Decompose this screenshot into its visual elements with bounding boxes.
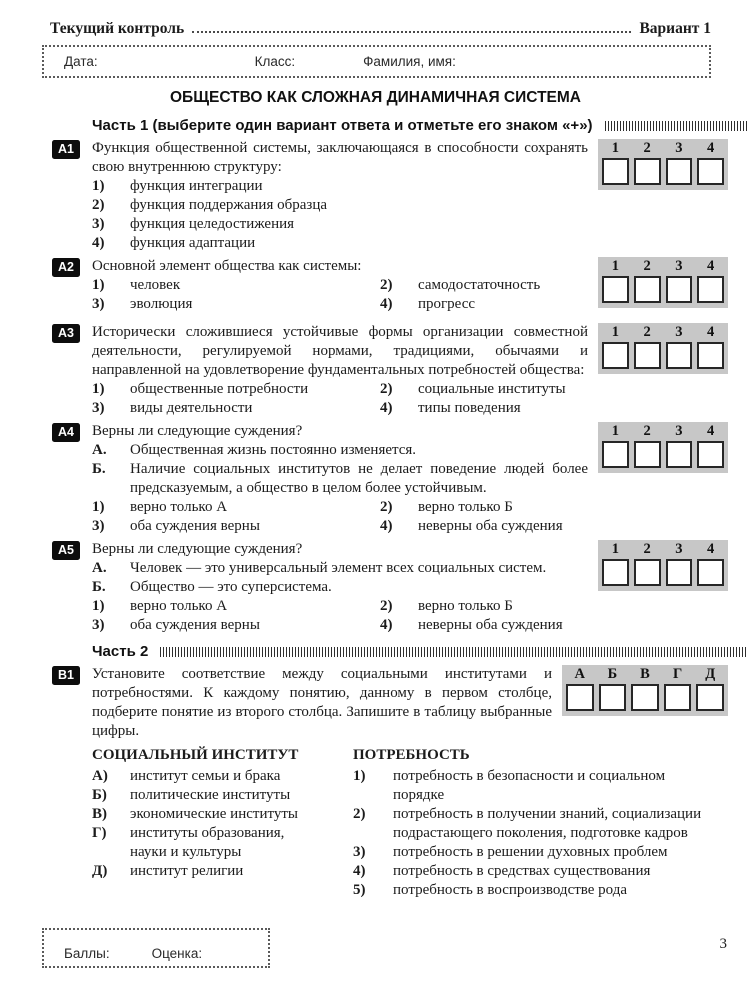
- option: 2) социальные институты: [380, 381, 566, 397]
- question-badge: А5: [52, 541, 80, 560]
- question-a2: [52, 257, 728, 314]
- option: 1) верно только А: [92, 598, 228, 614]
- list-item: Б) политические институты: [92, 787, 291, 803]
- student-info-box[interactable]: [42, 45, 711, 78]
- class-label: Класс:: [254, 54, 296, 69]
- answer-box[interactable]: [602, 276, 629, 303]
- page-title: ОБЩЕСТВО КАК СЛОЖНАЯ ДИНАМИЧНАЯ СИСТЕМА: [170, 89, 581, 106]
- option: 4) неверны оба суждения: [380, 617, 563, 633]
- answer-box[interactable]: [634, 158, 661, 185]
- score-label: Баллы:: [64, 946, 110, 961]
- answer-grid-a5: 1 2 3 4: [598, 540, 728, 591]
- question-a3: [52, 323, 728, 418]
- answer-box[interactable]: [634, 559, 661, 586]
- option: 4) прогресс: [380, 296, 476, 312]
- answer-box[interactable]: [697, 158, 724, 185]
- right-column-header: ПОТРЕБНОСТЬ: [353, 747, 470, 763]
- question-text: Исторически сложившиеся устойчивые формы организации совместной деятельности, регулируемой нормами, традициями, обычаями и направленной на удовлетворение фундаментальных потребностей общества:: [92, 324, 588, 378]
- list-item: В) экономические институты: [92, 806, 298, 822]
- answer-grid-a4: 1 2 3 4: [598, 422, 728, 473]
- answer-box[interactable]: [566, 684, 594, 711]
- question-text: Установите соответствие между социальными институтами и потребностями. К каждому понятию, данному в первом столбце, подберите понятие из второго столбца. Запишите в таблицу выбранные цифры.: [92, 666, 552, 739]
- answer-box[interactable]: [602, 342, 629, 369]
- answer-box[interactable]: [602, 441, 629, 468]
- answer-box[interactable]: [666, 342, 693, 369]
- question-text: Основной элемент общества как системы:: [92, 258, 362, 274]
- option: 4) типы поведения: [380, 400, 521, 416]
- question-text: Функция общественной системы, заключающаяся в способности сохранять свою внутреннюю структуру:: [92, 140, 588, 175]
- answer-box[interactable]: [664, 684, 692, 711]
- left-column-header: СОЦИАЛЬНЫЙ ИНСТИТУТ: [92, 747, 299, 763]
- option: 1) человек: [92, 277, 181, 293]
- part2-heading: Часть 2: [92, 643, 748, 660]
- list-item: 2) потребность в получении знаний, социализации подрастающего поколения, подготовке кадров: [353, 806, 702, 841]
- option: 3) функция целедостижения: [92, 216, 295, 232]
- question-a5: [52, 540, 728, 635]
- option: 1) функция интеграции: [92, 178, 263, 194]
- answer-box[interactable]: [634, 441, 661, 468]
- answer-box[interactable]: [697, 342, 724, 369]
- option: 2) функция поддержания образца: [92, 197, 328, 213]
- option: 1) общественные потребности: [92, 381, 309, 397]
- answer-box[interactable]: [602, 158, 629, 185]
- answer-grid-a1: 1 2 3 4: [598, 139, 728, 190]
- question-b1: [52, 665, 728, 741]
- header-title: Текущий контроль: [50, 20, 185, 37]
- answer-box[interactable]: [696, 684, 724, 711]
- option: 2) верно только Б: [380, 598, 513, 614]
- matching-section: [92, 746, 706, 900]
- option: 4) неверны оба суждения: [380, 518, 563, 534]
- list-item: А) институт семьи и брака: [92, 768, 281, 784]
- answer-grid-a2: 1 2 3 4: [598, 257, 728, 308]
- option: 3) виды деятельности: [92, 400, 253, 416]
- barcode-strip: [160, 647, 748, 657]
- list-item: 5) потребность в воспроизводстве рода: [353, 882, 628, 898]
- barcode-strip: [605, 121, 748, 131]
- page-header: [50, 20, 711, 38]
- question-badge: А4: [52, 423, 80, 442]
- option: 2) верно только Б: [380, 499, 513, 515]
- option: 3) эволюция: [92, 296, 193, 312]
- list-item: 4) потребность в средствах существования: [353, 863, 651, 879]
- list-item: 3) потребность в решении духовных проблем: [353, 844, 668, 860]
- answer-box[interactable]: [631, 684, 659, 711]
- score-box[interactable]: [42, 928, 270, 968]
- answer-box[interactable]: [602, 559, 629, 586]
- answer-grid-b1: А Б В Г Д: [562, 665, 728, 716]
- answer-box[interactable]: [666, 158, 693, 185]
- option: 1) верно только А: [92, 499, 228, 515]
- grade-label: Оценка:: [151, 946, 203, 961]
- answer-box[interactable]: [599, 684, 627, 711]
- statement: Б. Наличие социальных институтов не делает поведение людей более предсказуемым, а общество в целом более устойчивым.: [92, 461, 588, 496]
- answer-box[interactable]: [666, 276, 693, 303]
- option: 2) самодостаточность: [380, 277, 541, 293]
- match-left-column: [92, 746, 320, 900]
- match-right-column: [320, 746, 706, 900]
- option: 4) функция адаптации: [92, 235, 256, 251]
- part1-heading: Часть 1 (выберите один вариант ответа и отметьте его знаком «+»): [92, 117, 748, 134]
- list-item: Г) институты образования, науки и культуры: [92, 825, 285, 860]
- question-badge: А3: [52, 324, 80, 343]
- question-badge: А2: [52, 258, 80, 277]
- answer-box[interactable]: [697, 441, 724, 468]
- statement: Б. Общество — это суперсистема.: [92, 579, 332, 595]
- answer-box[interactable]: [666, 559, 693, 586]
- answer-box[interactable]: [697, 276, 724, 303]
- page-number: 3: [719, 936, 727, 952]
- dotted-leader: [192, 22, 631, 33]
- question-a4: [52, 422, 728, 536]
- answer-box[interactable]: [666, 441, 693, 468]
- option: 3) оба суждения верны: [92, 518, 260, 534]
- option: 3) оба суждения верны: [92, 617, 260, 633]
- question-a1: [52, 139, 728, 253]
- answer-box[interactable]: [634, 342, 661, 369]
- date-label: Дата:: [64, 54, 98, 69]
- answer-box[interactable]: [697, 559, 724, 586]
- answer-box[interactable]: [634, 276, 661, 303]
- answer-grid-a3: 1 2 3 4: [598, 323, 728, 374]
- variant-label: Вариант 1: [639, 20, 711, 37]
- question-text: Верны ли следующие суждения?: [92, 423, 303, 439]
- name-label: Фамилия, имя:: [363, 54, 456, 69]
- question-badge: А1: [52, 140, 80, 159]
- statement: А. Человек — это универсальный элемент всех социальных систем.: [92, 560, 547, 576]
- question-badge: В1: [52, 666, 80, 685]
- question-text: Верны ли следующие суждения?: [92, 541, 303, 557]
- list-item: Д) институт религии: [92, 863, 244, 879]
- list-item: 1) потребность в безопасности и социальном порядке: [353, 768, 666, 803]
- statement: А. Общественная жизнь постоянно изменяется.: [92, 442, 417, 458]
